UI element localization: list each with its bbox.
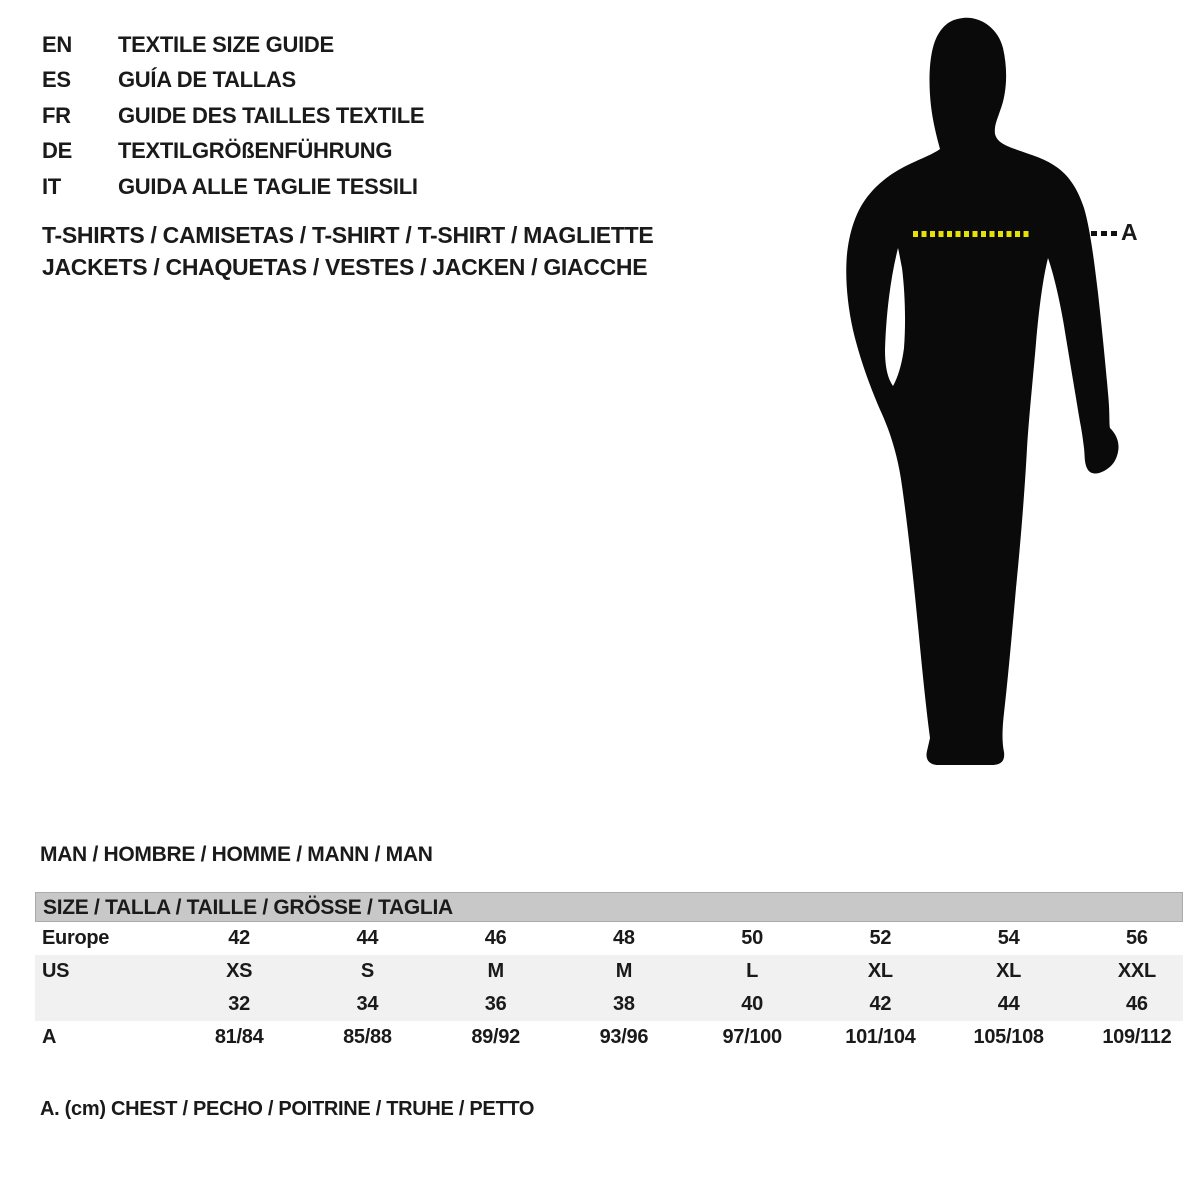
size-cell: M [487, 960, 504, 982]
size-table [35, 892, 1200, 1054]
size-row-label: Europe [42, 927, 110, 949]
size-cell: XL [996, 960, 1022, 982]
size-cell: 46 [1126, 993, 1148, 1015]
size-cell: 85/88 [343, 1026, 392, 1048]
chest-measure-dotted-line [913, 231, 1032, 237]
size-cell: 93/96 [599, 1026, 649, 1048]
size-table-row [35, 988, 1200, 1021]
measure-label-a: A [1121, 219, 1138, 245]
size-cell: 42 [228, 927, 250, 949]
size-cell: XXL [1117, 960, 1156, 982]
man-silhouette [840, 8, 1125, 768]
size-cell: 89/92 [471, 1026, 520, 1048]
size-cell: XS [226, 960, 253, 982]
size-cell: XL [867, 960, 893, 982]
size-cell: 36 [484, 993, 507, 1015]
measurement-footnote: A. (cm) CHEST / PECHO / POITRINE / TRUHE / PETTO [40, 1098, 535, 1120]
size-cell: 109/112 [1102, 1026, 1172, 1048]
category-line: T-SHIRTS / CAMISETAS / T-SHIRT / T-SHIRT / MAGLIETTE [42, 222, 654, 248]
size-row-label: US [42, 960, 70, 982]
language-code: ES [42, 67, 71, 93]
size-row-label: A [42, 1026, 57, 1048]
size-table-row [35, 922, 1200, 955]
section-title: MAN / HOMBRE / HOMME / MANN / MAN [40, 843, 433, 866]
size-cell: 32 [228, 993, 250, 1015]
size-cell: M [615, 960, 633, 982]
size-cell: 52 [869, 927, 892, 949]
size-cell: 42 [869, 993, 892, 1015]
category-line: JACKETS / CHAQUETAS / VESTES / JACKEN / GIACCHE [42, 254, 648, 280]
size-table-body [35, 922, 1200, 1054]
size-cell: L [746, 960, 759, 982]
size-table-header: SIZE / TALLA / TAILLE / GRÖSSE / TAGLIA [35, 892, 1183, 922]
language-title: GUIDA ALLE TAGLIE TESSILI [118, 173, 418, 199]
language-title: TEXTILE SIZE GUIDE [118, 31, 334, 57]
language-title: TEXTILGRÖßENFÜHRUNG [118, 138, 393, 164]
language-code: DE [42, 138, 72, 164]
measure-pointer-dashes [1091, 231, 1119, 236]
size-cell: 56 [1126, 927, 1148, 949]
size-cell: S [360, 960, 374, 982]
size-cell: 50 [741, 927, 763, 949]
size-cell: 54 [997, 927, 1020, 949]
size-cell: 46 [484, 927, 507, 949]
size-cell: 48 [613, 927, 635, 949]
size-cell: 38 [613, 993, 635, 1015]
size-cell: 40 [741, 993, 763, 1015]
size-cell: 81/84 [214, 1026, 264, 1048]
language-code: FR [42, 102, 71, 128]
size-cell: 101/104 [845, 1026, 916, 1048]
size-cell: 34 [356, 993, 379, 1015]
language-code: EN [42, 31, 72, 57]
language-title: GUÍA DE TALLAS [118, 67, 296, 93]
size-cell: 105/108 [973, 1026, 1044, 1048]
size-cell: 97/100 [722, 1026, 782, 1048]
language-title: GUIDE DES TAILLES TEXTILE [118, 102, 425, 128]
size-table-row [35, 1021, 1200, 1054]
size-table-row [35, 955, 1200, 988]
language-code: IT [42, 173, 61, 199]
size-cell: 44 [997, 993, 1020, 1015]
size-cell: 44 [356, 927, 379, 949]
